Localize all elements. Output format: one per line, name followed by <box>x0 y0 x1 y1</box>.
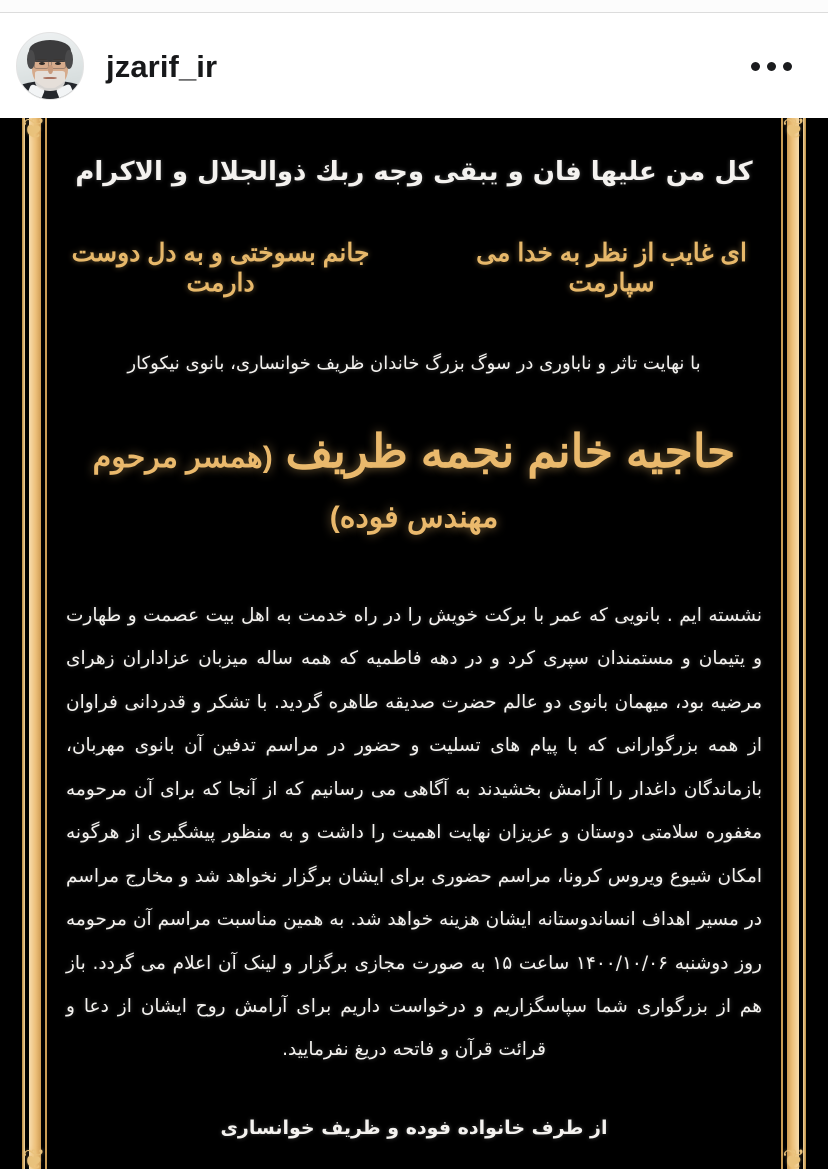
corner-ornament-bottom-right-icon: ❦ <box>782 1144 806 1169</box>
condolence-subtitle: با نهایت تاثر و ناباوری در سوگ بزرگ خاندان ظریف خوانساری، بانوی نیکوکار <box>127 353 701 375</box>
poem-hemistich-right: ای غایب از نظر به خدا می سپارمت <box>476 239 747 298</box>
frame-border-left-hair <box>45 118 47 1169</box>
post-header <box>0 14 828 118</box>
family-signature: از طرف خانواده فوده و ظریف خوانساری <box>220 1116 608 1139</box>
avatar-hair-side-right <box>65 50 73 68</box>
frame-border-right-inner <box>787 118 799 1169</box>
avatar[interactable] <box>16 32 84 100</box>
corner-ornament-bottom-left-icon: ❦ <box>22 1144 46 1169</box>
corner-ornament-top-left-icon: ❦ <box>22 118 46 144</box>
frame-border-left-inner <box>29 118 41 1169</box>
avatar-glasses-right <box>51 60 66 69</box>
username-label[interactable]: jzarif_ir <box>106 48 218 84</box>
avatar-mouth <box>43 77 56 80</box>
frame-border-right-outer <box>803 118 806 1169</box>
corner-ornament-top-right-icon: ❦ <box>782 118 806 144</box>
deceased-name-block <box>52 422 776 542</box>
ellipsis-horizontal-icon <box>767 62 776 71</box>
quranic-verse: كل من عليها فان و يبقى وجه ربك ذوالجلال و الاكرام <box>75 157 753 187</box>
avatar-glasses-left <box>34 60 49 69</box>
deceased-name: حاجیه خانم نجمه ظریف <box>285 425 736 478</box>
frame-border-left-outer <box>22 118 25 1169</box>
poem-couplet <box>52 238 776 298</box>
ellipsis-horizontal-icon <box>783 62 792 71</box>
post-image-memorial-poster[interactable] <box>0 118 828 1169</box>
frame-border-right-hair <box>781 118 783 1169</box>
ellipsis-horizontal-icon <box>751 62 760 71</box>
poster-content <box>52 118 776 1169</box>
avatar-beard <box>35 71 65 91</box>
more-options-button[interactable] <box>745 52 798 81</box>
avatar-nose <box>48 65 53 74</box>
memorial-body-text: نشسته ایم . بانویی که عمر با برکت خویش را در راه خدمت به اهل بیت عصمت و طهارت و یتیمان و مستمندان سپری کرد و در دهه فاطمیه که همه ساله میزبان عزاداران زهرای مرضیه بود، میهمان بانوی دو عالم حضرت صدیقه طاهره گردید. با تشکر و قدردانی فراوان از همه بزرگوارانی که با پیام های تسلیت و حضور در مراسم تدفین آن بانوی مهربان، بازماندگان داغدار را آرامش بخشیدند به آگاهی می رسانیم که از آنجا که برای آن مرحومه مغفوره سلامتی دوستان و عزیزان نهایت اهمیت را داشت و به منظور پیشگیری از هرگونه امکان شیوع ویروس کرونا، مراسم حضوری برای ایشان برگزار نخواهد شد و مخارج مراسم در مسیر اهداف انساندوستانه ایشان هزینه خواهد شد. به همین مناسبت مراسم آن مرحومه روز دوشنبه ۱۴۰۰/۱۰/۰۶ ساعت ۱۵ به صورت مجازی برگزار و لینک آن اعلام می گردد. باز هم از بزرگواری شما سپاسگزاریم و درخواست داریم برای آرامش روح ایشان از دعا و قرائت قرآن و فاتحه دریغ نفرمایید. <box>66 604 762 1061</box>
poem-hemistich-left: جانم بسوختی و به دل دوست دارمت <box>71 239 370 298</box>
top-separator-band <box>0 0 828 13</box>
deceased-relation: (همسر مرحوم مهندس فوده) <box>92 441 499 534</box>
